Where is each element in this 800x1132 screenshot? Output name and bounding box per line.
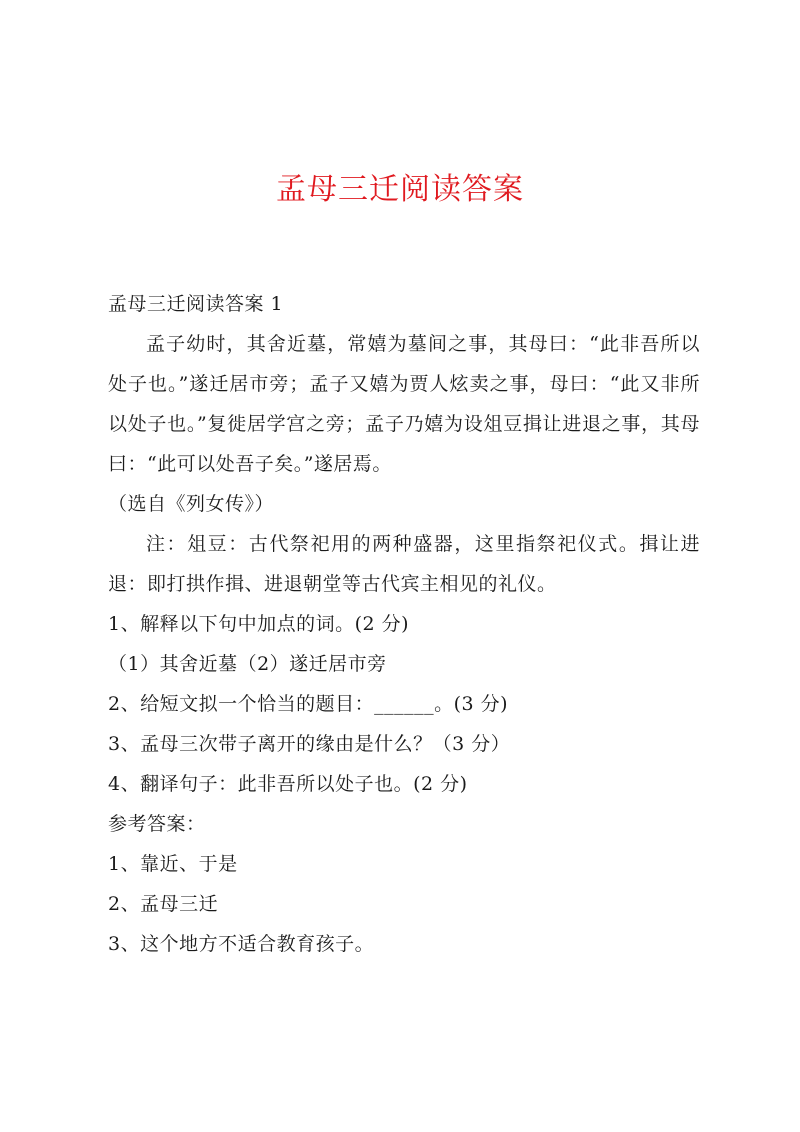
answer-3: 3、这个地方不适合教育孩子。 [108, 933, 375, 955]
document-title: 孟母三迁阅读答案 [276, 172, 524, 207]
answer-1: 1、靠近、于是 [108, 853, 238, 875]
answers-heading: 参考答案： [108, 813, 206, 835]
question-1-items: （1）其舍近墓（2）遂迁居市旁 [108, 653, 387, 675]
question-3: 3、孟母三次带子离开的缘由是什么？（3 分） [108, 733, 511, 755]
source-citation: （选自《列女传》） [108, 493, 275, 515]
annotation-note: 注：俎豆：古代祭祀用的两种盛器，这里指祭祀仪式。揖让进退：即打拱作揖、进退朝堂等古代宾主相见的礼仪。 [108, 533, 700, 595]
question-4: 4、翻译句子：此非吾所以处子也。(2 分) [108, 773, 468, 795]
document-body [108, 284, 700, 964]
passage-paragraph: 孟子幼时，其舍近墓，常嬉为墓间之事，其母曰：“此非吾所以处子也。”遂迁居市旁；孟子又嬉为贾人炫卖之事，母曰：“此又非所以处子也。”复徙居学宫之旁；孟子乃嬉为设俎豆揖让进退之事，其母曰：“此可以处吾子矣。”遂居焉。 [108, 333, 700, 475]
question-1: 1、解释以下句中加点的词。(2 分) [108, 613, 410, 635]
question-2: 2、给短文拟一个恰当的题目：______。(3 分) [108, 693, 509, 715]
answer-2: 2、孟母三迁 [108, 893, 219, 915]
section-heading: 孟母三迁阅读答案 1 [108, 293, 284, 315]
